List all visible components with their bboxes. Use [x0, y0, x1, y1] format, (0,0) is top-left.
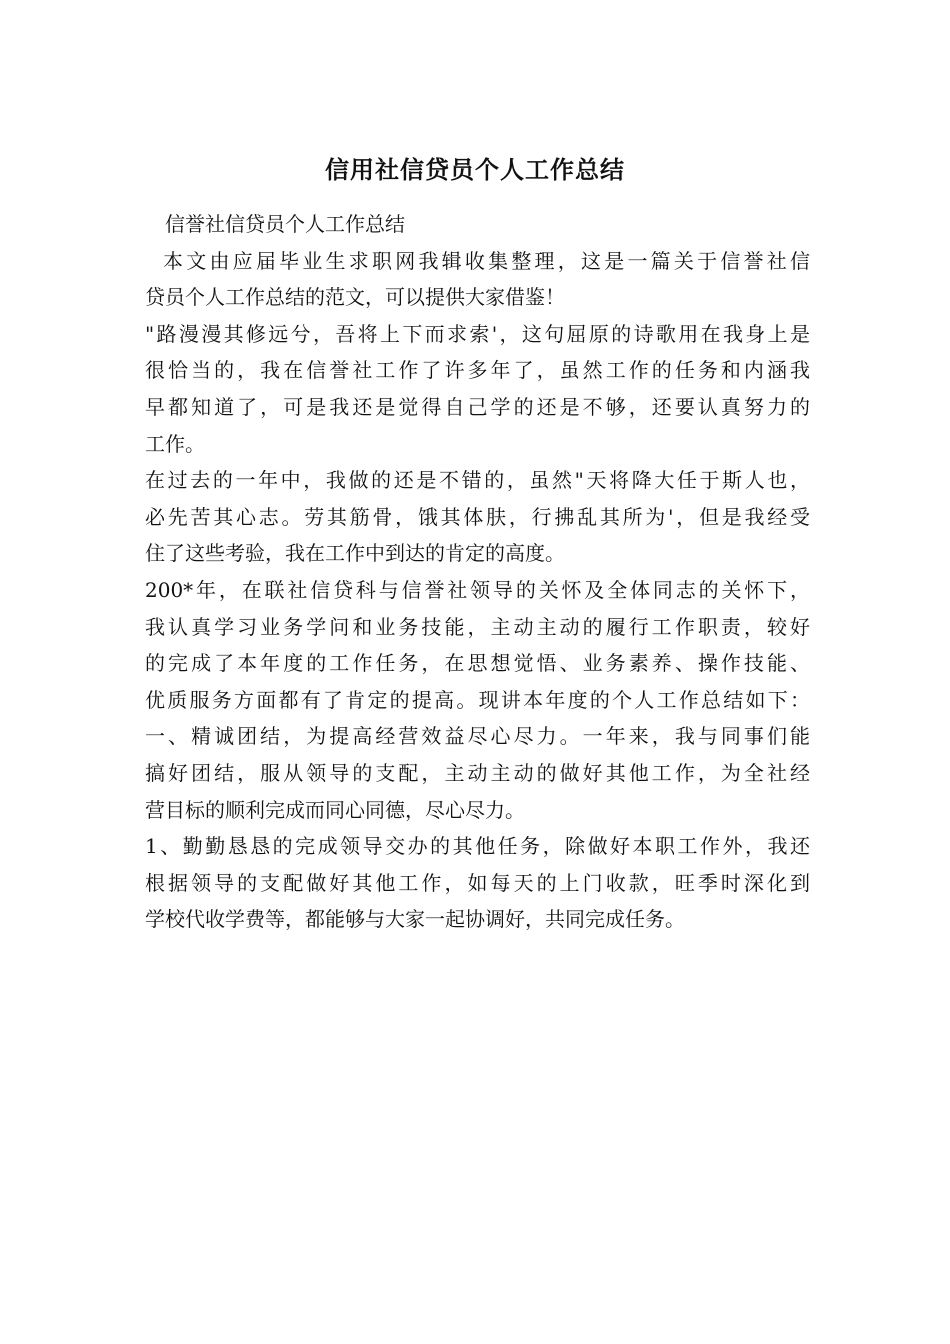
paragraph-line: 很恰当的，我在信誉社工作了许多年了，虽然工作的任务和内涵我	[145, 358, 810, 383]
paragraph-line: 工作。	[145, 431, 205, 456]
paragraph-line: 搞好团结，服从领导的支配，主动主动的做好其他工作，为全社经	[145, 760, 810, 785]
paragraph-line: 1、勤勤恳恳的完成领导交办的其他任务，除做好本职工作外，我还	[145, 834, 810, 859]
paragraph-line: 在过去的一年中，我做的还是不错的，虽然"天将降大任于斯人也，	[145, 468, 810, 493]
paragraph-line: 200*年，在联社信贷科与信誉社领导的关怀及全体同志的关怀下，	[145, 577, 810, 602]
document-body	[145, 206, 810, 938]
subtitle-line: 信誉社信贷员个人工作总结	[165, 212, 405, 236]
paragraph-line: "路漫漫其修远兮，吾将上下而求索'，这句屈原的诗歌用在我身上是	[145, 321, 810, 346]
paragraph-line: 学校代收学费等，都能够与大家一起协调好，共同完成任务。	[145, 907, 685, 932]
paragraph-line: 优质服务方面都有了肯定的提高。现讲本年度的个人工作总结如下：	[145, 687, 810, 712]
paragraph-line: 一、精诚团结，为提高经营效益尽心尽力。一年来，我与同事们能	[145, 724, 810, 749]
paragraph-line: 的完成了本年度的工作任务，在思想觉悟、业务素养、操作技能、	[145, 651, 810, 676]
paragraph-line: 早都知道了，可是我还是觉得自己学的还是不够，还要认真努力的	[145, 394, 810, 419]
paragraph-line: 贷员个人工作总结的范文，可以提供大家借鉴！	[145, 285, 565, 310]
paragraph-line: 我认真学习业务学问和业务技能，主动主动的履行工作职责，较好	[145, 614, 810, 639]
paragraph-line: 本文由应届毕业生求职网我辑收集整理，这是一篇关于信誉社信	[163, 248, 810, 273]
paragraph-line: 根据领导的支配做好其他工作，如每天的上门收款，旺季时深化到	[145, 870, 810, 895]
document-title: 信用社信贷员个人工作总结	[325, 155, 625, 184]
paragraph-line: 必先苦其心志。劳其筋骨，饿其体肤，行拂乱其所为'，但是我经受	[145, 504, 810, 529]
paragraph-line: 营目标的顺利完成而同心同德，尽心尽力。	[145, 797, 525, 822]
paragraph-line: 住了这些考验，我在工作中到达的肯定的高度。	[145, 541, 565, 566]
